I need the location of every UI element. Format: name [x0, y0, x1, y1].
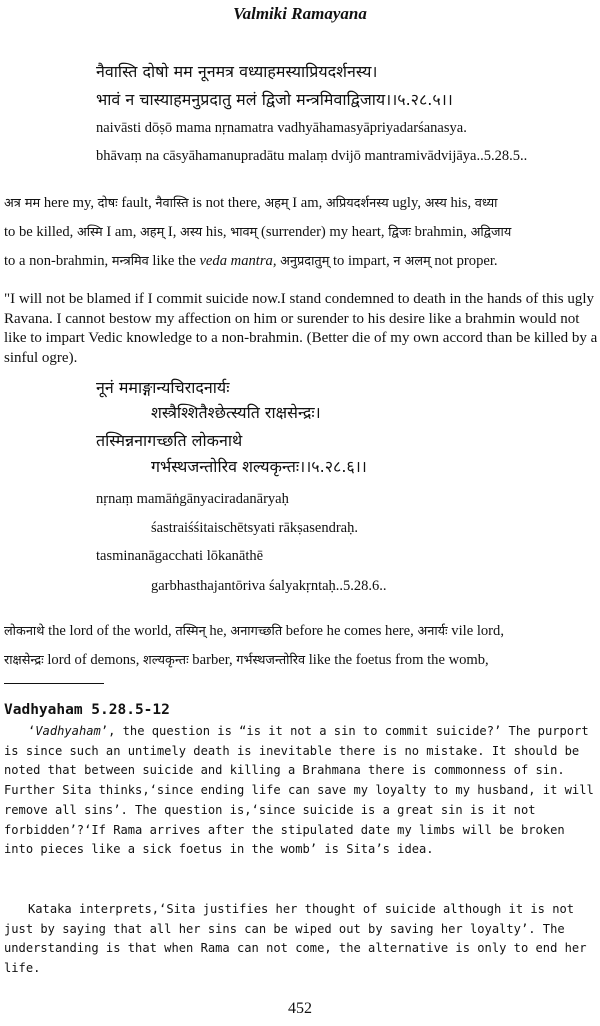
gloss-text: to impart, — [329, 253, 394, 269]
running-title: Valmiki Ramayana — [233, 4, 367, 23]
sanskrit-term: राक्षसेन्द्रः — [4, 653, 44, 668]
gloss-line — [4, 247, 598, 276]
verse2-line1-devanagari: नूनं ममाङ्गान्यचिरादनार्यः — [96, 378, 230, 397]
sanskrit-term: अद्विजाय — [470, 225, 512, 240]
footnote-paragraph-2 — [4, 900, 598, 979]
sanskrit-term: द्विजः — [388, 225, 411, 240]
sanskrit-term: अस्य — [180, 225, 203, 240]
sanskrit-term: शल्यकृन्तः — [143, 653, 189, 668]
verse1-line1-devanagari: नैवास्ति दोषो मम नूनमत्र वध्याहमस्याप्रियदर्शनस्य। — [96, 62, 378, 81]
gloss-text: like the foetus from the womb, — [305, 652, 489, 668]
sanskrit-term: गर्भस्थजन्तोरिव — [236, 653, 306, 668]
word-gloss-verse1 — [4, 189, 598, 276]
footnote-separator — [4, 683, 104, 684]
gloss-text: his, — [202, 224, 231, 240]
gloss-text: (surrender) my heart, — [257, 224, 389, 240]
italic-term: Vadhyaham — [35, 724, 101, 738]
verse2-line3-devanagari: तस्मिन्ननागच्छति लोकनाथे — [96, 431, 243, 450]
verse2-line4-transliteration: garbhasthajantōriva śalyakṛntaḥ..5.28.6.. — [151, 578, 387, 594]
footnote-heading: Vadhyaham 5.28.5-12 — [4, 702, 170, 718]
gloss-text: vile lord, — [447, 623, 504, 639]
sanskrit-term: अनार्यः — [417, 624, 448, 639]
gloss-text: to be killed, — [4, 224, 77, 240]
gloss-text: the lord of the world, — [44, 623, 176, 639]
verse2-line4-devanagari: गर्भस्थजन्तोरिव शल्यकृन्तः।।५.२८.६।। — [151, 457, 367, 476]
verse1-line1-transliteration: naivāsti dōṣō mama nṛnamatra vadhyāhamasyāpriyadarśanasya. — [96, 120, 467, 136]
gloss-text: ugly, — [388, 195, 425, 211]
gloss-line — [4, 617, 598, 646]
verse1-line2-devanagari: भावं न चास्याहमनुप्रदातु मलं द्विजो मन्त्रमिवाद्विजाय।।५.२८.५।। — [96, 90, 453, 109]
gloss-text: like the — [148, 253, 200, 269]
verse2-line1-transliteration: nṛnaṃ mamāṅgānyaciradanāryaḥ — [96, 491, 289, 507]
sanskrit-term: नैवास्ति — [155, 196, 189, 211]
gloss-text: to a non-brahmin, — [4, 253, 112, 269]
italic-term: veda mantra, — [199, 253, 277, 269]
gloss-line — [4, 646, 598, 675]
sanskrit-term: भावम् — [230, 225, 258, 240]
gloss-text: not proper. — [430, 253, 498, 269]
sanskrit-term: अस्य — [424, 196, 447, 211]
sanskrit-term: अनागच्छति — [230, 624, 283, 639]
gloss-text: lord of demons, — [43, 652, 144, 668]
verse1-line2-transliteration: bhāvaṃ na cāsyāhamanupradātu malaṃ dvijō mantramivādvijāya..5.28.5.. — [96, 148, 528, 164]
gloss-text: ’, the question is “is it not a sin to commit suicide?’ The purport is since such an untimely death is inevitable there is no mistake. It should be noted that between suicide and killing a Brahmana there is commonness of sin. Further Sita thinks,‘since ending life can save my loyalty to my husband, it will remove all sins’. The question is,‘since suicide is a great sin is it not forbidden’?‘If Rama arrives after the stipulated date my limbs will be broken into pieces like a sick foetus in the womb’ is Sita’s idea. — [4, 724, 594, 857]
gloss-text: here my, — [40, 195, 98, 211]
gloss-text: I, — [164, 224, 181, 240]
sanskrit-term: दोषः — [97, 196, 118, 211]
sanskrit-term: अप्रियदर्शनस्य — [325, 196, 389, 211]
verse2-line3-transliteration: tasminanāgacchati lōkanāthē — [96, 548, 264, 564]
verse2-line2-transliteration: śastraiśśitaischētsyati rākṣasendraḥ. — [151, 520, 358, 536]
verse1-translation: "I will not be blamed if I commit suicide now.I stand condemned to death in the hands of this ugly Ravana. I cannot bestow my affection on him or surender to his desire like a brahmin would not like to impart Vedic knowledge to a non-brahmin. (Better die of my own accord than be killed by a sinful ogre). — [4, 291, 598, 366]
sanskrit-term: अनुप्रदातुम् — [280, 254, 330, 269]
gloss-line — [4, 218, 598, 247]
sanskrit-term: अत्र मम — [4, 196, 41, 211]
sanskrit-term: वध्या — [474, 196, 498, 211]
sanskrit-term: लोकनाथे — [4, 624, 45, 639]
footnote-paragraph-1 — [4, 722, 598, 860]
sanskrit-term: मन्त्रमिव — [111, 254, 149, 269]
sanskrit-term: तस्मिन् — [175, 624, 206, 639]
sanskrit-term: अस्मि — [76, 225, 103, 240]
gloss-text: brahmin, — [410, 224, 471, 240]
sanskrit-term: न अलम् — [393, 254, 431, 269]
gloss-text: ‘ — [28, 724, 36, 738]
gloss-text: fault, — [117, 195, 156, 211]
sanskrit-term: अहम् — [264, 196, 289, 211]
gloss-text: he, — [205, 623, 231, 639]
gloss-text: is not there, — [188, 195, 265, 211]
gloss-text: Kataka interprets,‘Sita justifies her thought of suicide although it is not just by saying that all her sins can be wiped out by saving her loyalty’. The understanding is that when Rama can not come, the alternative is only to end her life. — [4, 902, 587, 976]
word-gloss-verse2 — [4, 617, 598, 675]
gloss-text: barber, — [188, 652, 237, 668]
gloss-text: before he comes here, — [282, 623, 418, 639]
gloss-text: I am, — [102, 224, 140, 240]
gloss-text: his, — [446, 195, 475, 211]
verse2-line2-devanagari: शस्त्रैश्शितैश्छेत्स्यति राक्षसेन्द्रः। — [151, 403, 321, 422]
sanskrit-term: अहम् — [140, 225, 165, 240]
gloss-text: I am, — [288, 195, 326, 211]
page-number: 452 — [288, 1000, 312, 1017]
gloss-line — [4, 189, 598, 218]
